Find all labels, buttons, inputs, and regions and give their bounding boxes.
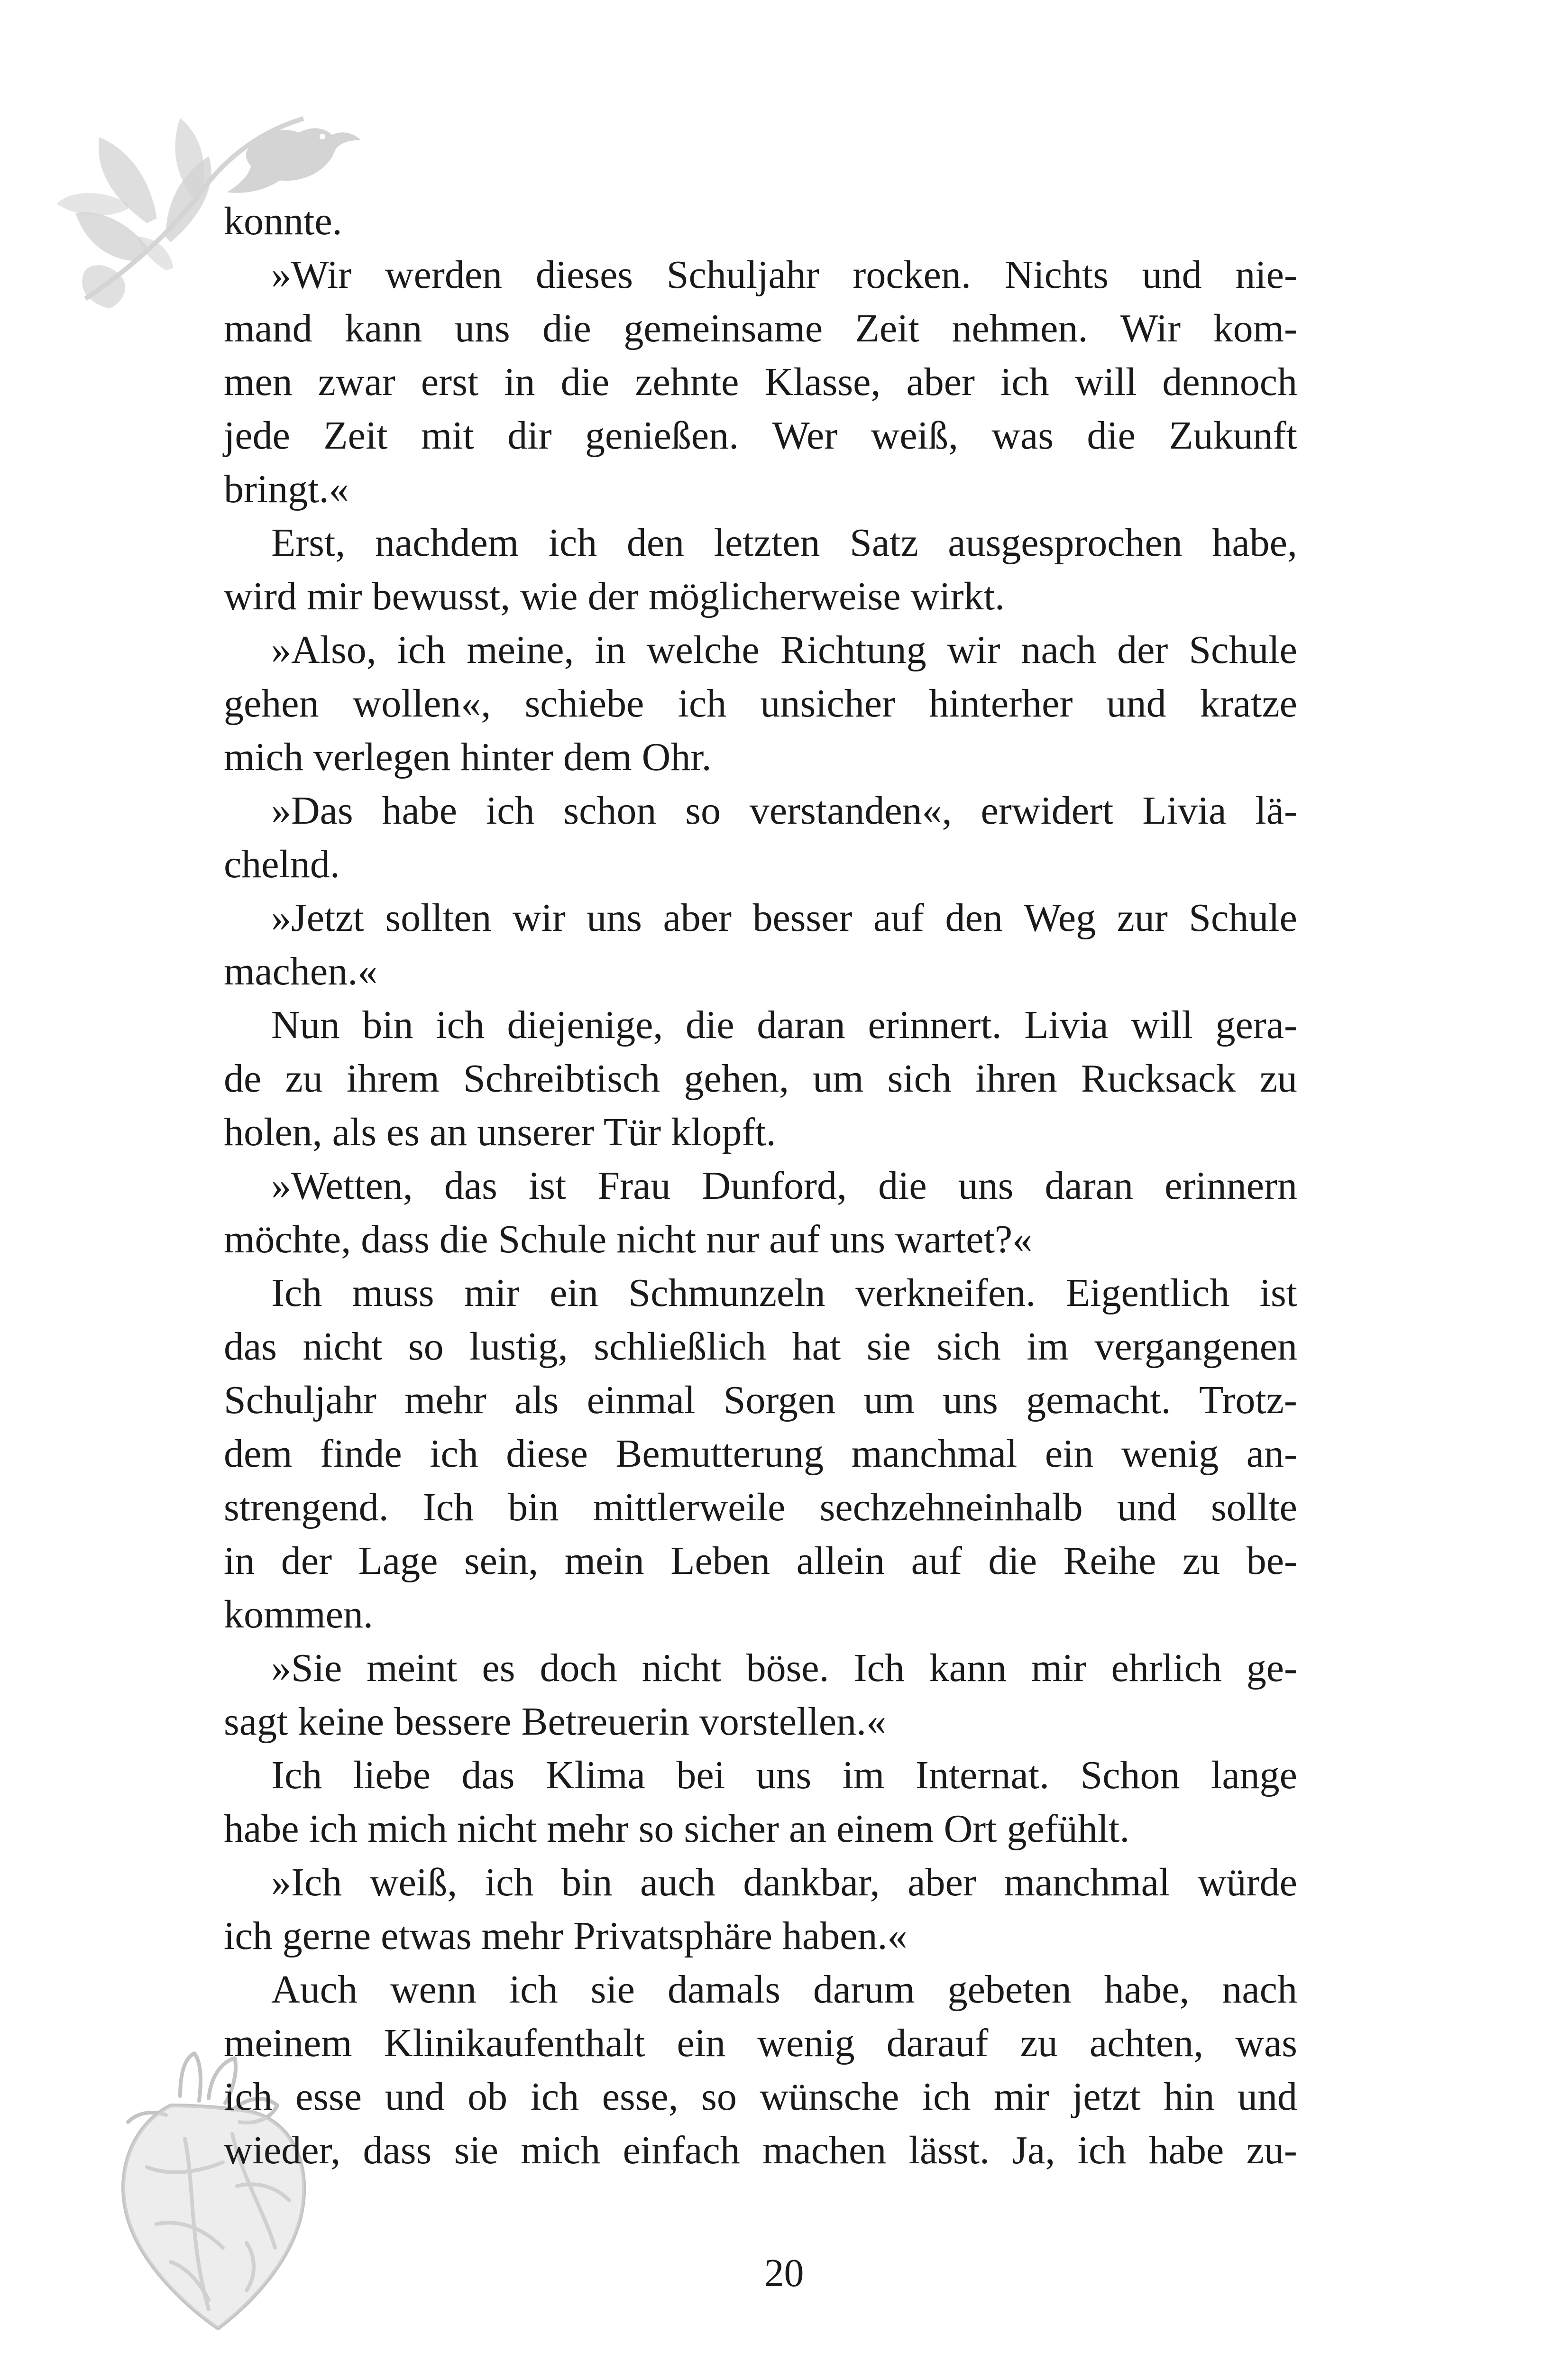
- word: zu: [1020, 2021, 1058, 2065]
- word: zehnte: [635, 360, 739, 404]
- word: kom-: [1213, 306, 1297, 350]
- word: ge-: [1246, 1646, 1297, 1690]
- word: meinem: [224, 2021, 352, 2065]
- word: dennoch: [1162, 360, 1297, 404]
- text-line: [224, 1159, 1297, 1213]
- word: uns: [958, 1164, 1014, 1208]
- word: kann: [345, 306, 422, 350]
- word: Klasse,: [764, 360, 881, 404]
- word: »Wir: [271, 253, 352, 297]
- word: Richtung: [780, 628, 926, 672]
- word: sie: [590, 1967, 635, 2012]
- word: ich: [397, 628, 446, 672]
- text-line: [224, 1641, 1297, 1695]
- word: was: [1235, 2021, 1297, 2065]
- text-line: [224, 623, 1297, 677]
- word: schiebe: [524, 681, 644, 726]
- text-line: [224, 677, 1297, 730]
- word: erinnert.: [868, 1003, 1002, 1047]
- word: wünsche: [760, 2075, 899, 2119]
- word: und: [1106, 681, 1166, 726]
- text-line: möchte, dass die Schule nicht nur auf uns wartet?«: [224, 1217, 1033, 1261]
- word: aber: [908, 1860, 976, 1904]
- word: erst: [421, 360, 479, 404]
- word: was: [991, 414, 1054, 458]
- word: dass: [363, 2128, 432, 2172]
- word: gehen: [224, 681, 319, 726]
- word: Wir: [1120, 306, 1181, 350]
- word: men: [224, 360, 293, 404]
- word: jetzt: [1072, 2075, 1141, 2119]
- word: mein: [564, 1539, 644, 1583]
- word: genießen.: [585, 414, 739, 458]
- word: mehr: [404, 1378, 486, 1422]
- word: diese: [506, 1432, 588, 1476]
- word: darauf: [886, 2021, 989, 2065]
- word: wieder,: [224, 2128, 341, 2172]
- text-line: [224, 784, 1297, 837]
- word: Zeit: [855, 306, 919, 350]
- word: manchmal: [851, 1432, 1018, 1476]
- word: zu: [1182, 1539, 1220, 1583]
- word: »Jetzt: [271, 896, 364, 940]
- word: habe,: [1212, 521, 1297, 565]
- word: in: [595, 628, 626, 672]
- word: sie: [866, 1324, 911, 1369]
- word: nachdem: [375, 521, 519, 565]
- word: ausgesprochen: [948, 521, 1183, 565]
- word: sich: [936, 1324, 1001, 1369]
- word: ehrlich: [1111, 1646, 1222, 1690]
- word: ich: [509, 1967, 558, 2012]
- word: Nun: [271, 1003, 340, 1047]
- word: vergangenen: [1094, 1324, 1297, 1369]
- word: auf: [873, 896, 925, 940]
- word: ich: [530, 2075, 579, 2119]
- word: wollen«,: [352, 681, 491, 726]
- text-line: [224, 2070, 1297, 2123]
- word: damals: [667, 1967, 780, 2012]
- text-line: [224, 1052, 1297, 1105]
- word: jede: [224, 414, 290, 458]
- text-line: [224, 2123, 1297, 2177]
- word: verstanden«,: [749, 789, 952, 833]
- word: Leben: [670, 1539, 770, 1583]
- word: ich: [1077, 2128, 1127, 2172]
- word: will: [1074, 360, 1137, 404]
- word: so: [685, 789, 721, 833]
- word: kann: [929, 1646, 1007, 1690]
- word: aber: [906, 360, 975, 404]
- word: gemeinsame: [624, 306, 823, 350]
- text-line: [224, 1373, 1297, 1427]
- word: sechzehneinhalb: [819, 1485, 1083, 1529]
- word: »Sie: [271, 1646, 342, 1690]
- word: und: [1142, 253, 1202, 297]
- word: im: [842, 1753, 885, 1797]
- word: diejenige,: [507, 1003, 663, 1047]
- word: ein: [1045, 1432, 1094, 1476]
- word: schon: [563, 789, 657, 833]
- word: wenig: [1121, 1432, 1219, 1476]
- word: und: [1238, 2075, 1297, 2119]
- word: daran: [1045, 1164, 1134, 1208]
- word: daran: [757, 1003, 845, 1047]
- word: mir: [993, 2075, 1049, 2119]
- word: nehmen.: [952, 306, 1088, 350]
- word: der: [281, 1539, 332, 1583]
- word: unsicher: [760, 681, 896, 726]
- word: gehen,: [684, 1057, 789, 1101]
- text-line: [224, 409, 1297, 462]
- word: bin: [561, 1860, 613, 1904]
- word: Schon: [1080, 1753, 1180, 1797]
- word: die: [686, 1003, 734, 1047]
- word: nie-: [1235, 253, 1297, 297]
- word: Internat.: [915, 1753, 1050, 1797]
- word: in: [224, 1539, 255, 1583]
- word: wir: [512, 896, 566, 940]
- word: hat: [792, 1324, 841, 1369]
- word: ein: [550, 1271, 598, 1315]
- word: die: [1087, 414, 1136, 458]
- word: erinnern: [1165, 1164, 1297, 1208]
- word: bin: [508, 1485, 559, 1529]
- text-line: kommen.: [224, 1592, 373, 1636]
- word: hinterher: [929, 681, 1073, 726]
- word: den: [626, 521, 685, 565]
- word: Dunford,: [702, 1164, 847, 1208]
- word: es: [482, 1646, 515, 1690]
- word: lässt.: [908, 2128, 990, 2172]
- word: ich: [1000, 360, 1049, 404]
- text-line: machen.«: [224, 949, 378, 993]
- word: wenig: [757, 2021, 855, 2065]
- word: machen: [762, 2128, 887, 2172]
- word: Schreibtisch: [463, 1057, 660, 1101]
- word: »Wetten,: [271, 1164, 413, 1208]
- word: ich: [548, 521, 597, 565]
- word: das: [444, 1164, 497, 1208]
- word: schließlich: [594, 1324, 767, 1369]
- word: nicht: [642, 1646, 722, 1690]
- word: Reihe: [1063, 1539, 1156, 1583]
- word: ist: [1259, 1271, 1297, 1315]
- text-line: [224, 302, 1297, 355]
- text-line: [224, 998, 1297, 1052]
- word: kratze: [1200, 681, 1297, 726]
- word: werden: [385, 253, 503, 297]
- word: finde: [320, 1432, 402, 1476]
- word: dem: [224, 1432, 293, 1476]
- word: ich: [922, 2075, 971, 2119]
- word: weiß,: [871, 414, 958, 458]
- word: be-: [1246, 1539, 1297, 1583]
- word: um: [813, 1057, 864, 1101]
- word: dir: [507, 414, 552, 458]
- word: Zeit: [323, 414, 388, 458]
- word: sie: [454, 2128, 498, 2172]
- word: so: [408, 1324, 444, 1369]
- word: manchmal: [1004, 1860, 1170, 1904]
- word: Schule: [1189, 628, 1297, 672]
- page-number: 20: [764, 2251, 804, 2295]
- word: mir: [1031, 1646, 1087, 1690]
- word: zur: [1117, 896, 1168, 940]
- word: besser: [752, 896, 853, 940]
- word: mit: [421, 414, 474, 458]
- word: Zukunft: [1169, 414, 1297, 458]
- word: ob: [468, 2075, 508, 2119]
- word: das: [461, 1753, 515, 1797]
- word: Eigentlich: [1065, 1271, 1230, 1315]
- text-line: [224, 1963, 1297, 2016]
- body-text: [224, 194, 1297, 2177]
- word: einfach: [623, 2128, 740, 2172]
- word: Ich: [271, 1753, 322, 1797]
- word: wir: [947, 628, 1000, 672]
- word: mand: [224, 306, 312, 350]
- word: allein: [796, 1539, 885, 1583]
- word: de: [224, 1057, 262, 1101]
- word: Bemutterung: [615, 1432, 824, 1476]
- word: Ich: [422, 1485, 474, 1529]
- word: doch: [540, 1646, 617, 1690]
- word: gebeten: [947, 1967, 1072, 2012]
- word: liebe: [353, 1753, 431, 1797]
- word: auch: [640, 1860, 715, 1904]
- text-line: konnte.: [224, 199, 342, 243]
- word: Frau: [597, 1164, 671, 1208]
- word: ein: [677, 2021, 726, 2065]
- word: ich: [678, 681, 727, 726]
- word: die: [988, 1539, 1037, 1583]
- word: Ich: [271, 1271, 322, 1315]
- word: die: [542, 306, 591, 350]
- word: ich: [486, 789, 535, 833]
- word: und: [1117, 1485, 1177, 1529]
- word: lustig,: [469, 1324, 568, 1369]
- word: Nichts: [1004, 253, 1109, 297]
- word: sich: [887, 1057, 952, 1101]
- word: Sorgen: [723, 1378, 836, 1422]
- word: letzten: [714, 521, 820, 565]
- word: nach: [1021, 628, 1097, 672]
- word: Ich: [853, 1646, 905, 1690]
- word: mittlerweile: [593, 1485, 786, 1529]
- word: auf: [911, 1539, 962, 1583]
- word: esse,: [602, 2075, 679, 2119]
- word: Livia: [1024, 1003, 1109, 1047]
- word: uns: [454, 306, 510, 350]
- word: habe: [1148, 2128, 1224, 2172]
- word: hin: [1164, 2075, 1215, 2119]
- word: wenn: [390, 1967, 477, 2012]
- word: Erst,: [271, 521, 346, 565]
- word: Schuljahr: [666, 253, 819, 297]
- word: lä-: [1255, 789, 1297, 833]
- word: ich: [485, 1860, 534, 1904]
- word: aber: [663, 896, 732, 940]
- word: lange: [1211, 1753, 1297, 1797]
- word: Trotz-: [1199, 1378, 1297, 1422]
- word: zu-: [1246, 2128, 1297, 2172]
- word: ich: [224, 2075, 273, 2119]
- word: die: [878, 1164, 927, 1208]
- word: Satz: [850, 521, 918, 565]
- word: meint: [367, 1646, 458, 1690]
- word: Auch: [271, 1967, 358, 2012]
- word: sollten: [385, 896, 492, 940]
- word: den: [945, 896, 1003, 940]
- word: einmal: [587, 1378, 696, 1422]
- word: nicht: [303, 1324, 383, 1369]
- word: »Ich: [271, 1860, 342, 1904]
- word: erwidert: [981, 789, 1114, 833]
- word: um: [863, 1378, 915, 1422]
- word: rocken.: [853, 253, 971, 297]
- word: uns: [756, 1753, 812, 1797]
- word: Wer: [772, 414, 838, 458]
- word: uns: [587, 896, 642, 940]
- text-line: [224, 891, 1297, 945]
- text-line: [224, 516, 1297, 570]
- word: sollte: [1210, 1485, 1297, 1529]
- word: Lage: [358, 1539, 438, 1583]
- word: Rucksack: [1081, 1057, 1236, 1101]
- word: habe,: [1104, 1967, 1190, 2012]
- word: bei: [676, 1753, 725, 1797]
- word: als: [514, 1378, 559, 1422]
- word: böse.: [746, 1646, 829, 1690]
- word: habe: [382, 789, 458, 833]
- word: würde: [1197, 1860, 1297, 1904]
- word: uns: [943, 1378, 998, 1422]
- word: nach: [1222, 1967, 1297, 2012]
- word: Klima: [545, 1753, 645, 1797]
- word: mich: [521, 2128, 601, 2172]
- word: achten,: [1089, 2021, 1204, 2065]
- word: »Das: [271, 789, 353, 833]
- word: ihren: [975, 1057, 1057, 1101]
- word: die: [560, 360, 610, 404]
- word: im: [1027, 1324, 1069, 1369]
- word: bin: [362, 1003, 413, 1047]
- text-line: holen, als es an unserer Tür klopft.: [224, 1110, 776, 1154]
- word: ich: [430, 1432, 478, 1476]
- word: dankbar,: [743, 1860, 880, 1904]
- word: zu: [1259, 1057, 1297, 1101]
- text-line: [224, 1266, 1297, 1320]
- text-line: mich verlegen hinter dem Ohr.: [224, 735, 712, 779]
- word: weiß,: [369, 1860, 458, 1904]
- text-line: [224, 248, 1297, 302]
- text-line: [224, 1427, 1297, 1480]
- word: zwar: [318, 360, 395, 404]
- text-line: [224, 355, 1297, 409]
- word: Livia: [1142, 789, 1227, 833]
- text-line: [224, 1748, 1297, 1802]
- text-line: [224, 1320, 1297, 1373]
- word: Schule: [1189, 896, 1297, 940]
- word: esse: [295, 2075, 362, 2119]
- word: ist: [528, 1164, 567, 1208]
- word: verkneifen.: [855, 1271, 1036, 1315]
- text-line: [224, 2016, 1297, 2070]
- word: so: [701, 2075, 737, 2119]
- word: strengend.: [224, 1485, 389, 1529]
- word: in: [504, 360, 535, 404]
- word: Klinikaufenthalt: [384, 2021, 645, 2065]
- word: der: [1117, 628, 1168, 672]
- word: »Also,: [271, 628, 376, 672]
- word: Ja,: [1012, 2128, 1055, 2172]
- word: dieses: [535, 253, 633, 297]
- word: an-: [1246, 1432, 1297, 1476]
- text-line: chelnd.: [224, 842, 340, 886]
- word: sein,: [464, 1539, 539, 1583]
- text-line: habe ich mich nicht mehr so sicher an einem Ort gefühlt.: [224, 1807, 1130, 1851]
- word: mir: [464, 1271, 520, 1315]
- word: Weg: [1024, 896, 1096, 940]
- text-line: [224, 1480, 1297, 1534]
- word: ihrem: [346, 1057, 440, 1101]
- word: darum: [813, 1967, 915, 2012]
- text-line: sagt keine bessere Betreuerin vorstellen.«: [224, 1700, 887, 1744]
- word: will: [1131, 1003, 1193, 1047]
- text-line: ich gerne etwas mehr Privatsphäre haben.«: [224, 1914, 908, 1958]
- word: muss: [352, 1271, 434, 1315]
- text-line: [224, 1534, 1297, 1588]
- word: ich: [436, 1003, 485, 1047]
- word: gemacht.: [1026, 1378, 1171, 1422]
- text-line: wird mir bewusst, wie der möglicherweise wirkt.: [224, 574, 1005, 618]
- word: Schmunzeln: [628, 1271, 825, 1315]
- word: gera-: [1215, 1003, 1297, 1047]
- word: meine,: [467, 628, 574, 672]
- word: das: [224, 1324, 277, 1369]
- word: Schuljahr: [224, 1378, 376, 1422]
- text-line: [224, 1856, 1297, 1909]
- text-line: bringt.«: [224, 467, 349, 511]
- word: zu: [285, 1057, 323, 1101]
- word: und: [385, 2075, 445, 2119]
- word: welche: [646, 628, 760, 672]
